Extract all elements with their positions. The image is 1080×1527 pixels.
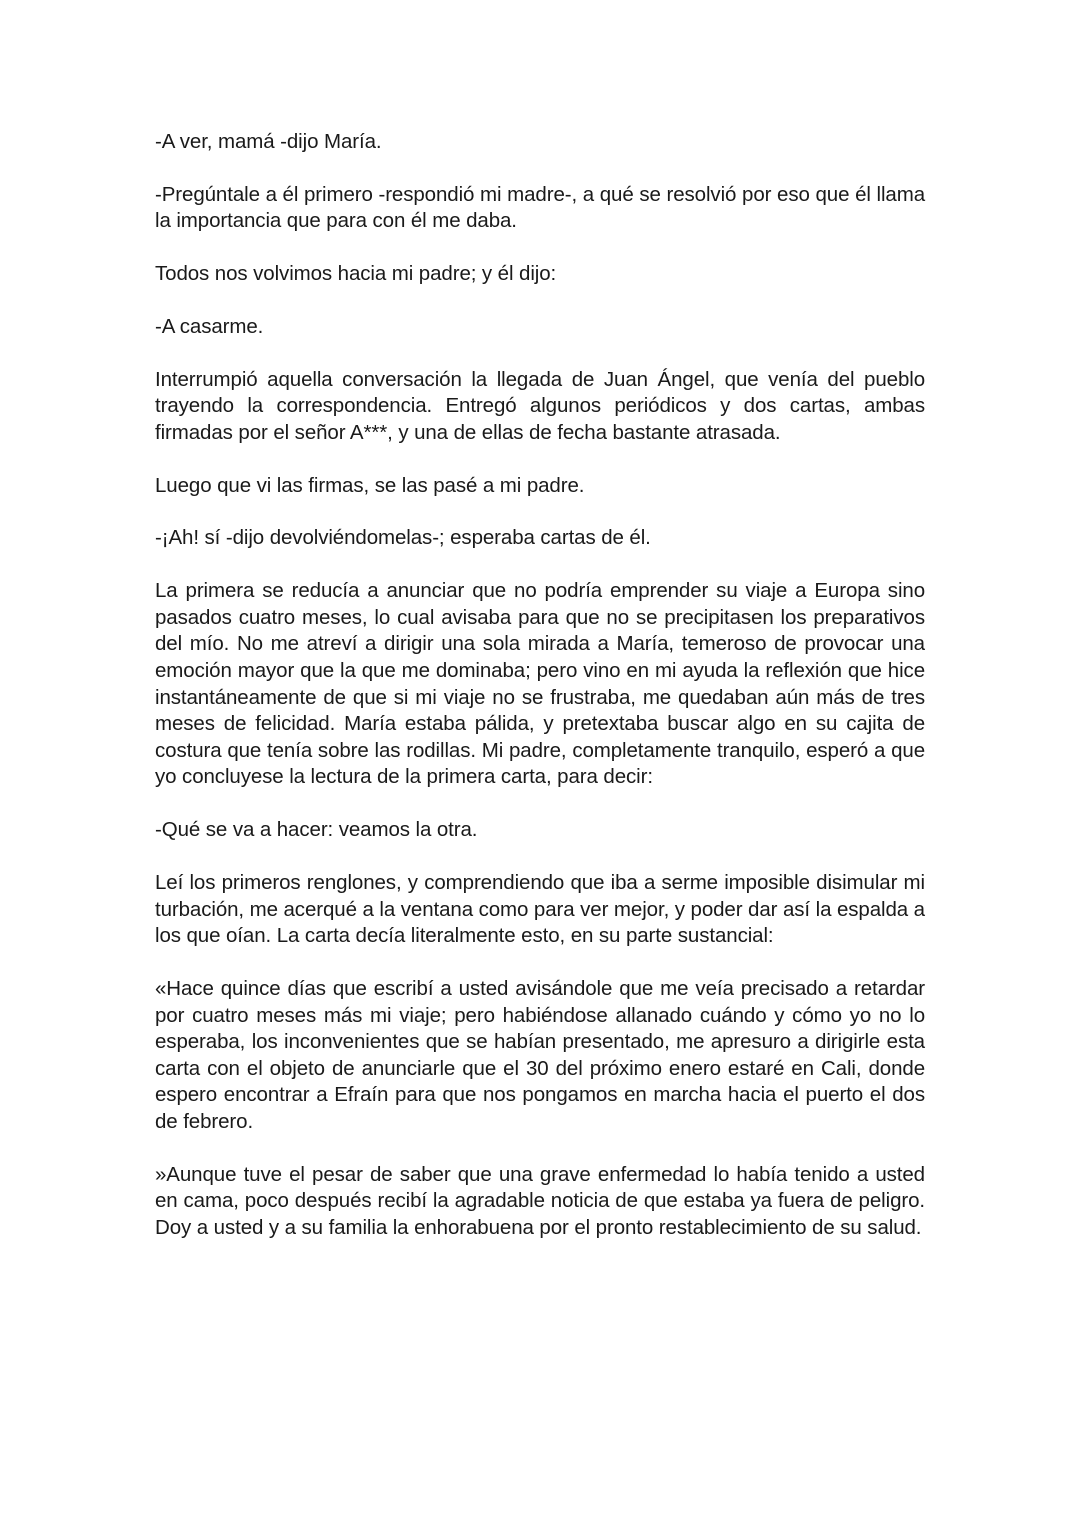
paragraph-dialogue-mother: -Pregúntale a él primero -respondió mi madre-, a qué se resolvió por eso que él llama la importancia que para con él me daba. <box>155 182 925 233</box>
paragraph-signatures: Luego que vi las firmas, se las pasé a mi padre. <box>155 473 585 497</box>
document-page <box>155 129 925 1268</box>
paragraph-reading-second-letter: Leí los primeros renglones, y comprendiendo que iba a serme imposible disimular mi turbación, me acerqué a la ventana como para ver mejor, y poder dar así la espalda a los que oían. La carta decía literalmente esto, en su parte sustancial: <box>155 870 925 948</box>
paragraph-juan-angel-arrival: Interrumpió aquella conversación la llegada de Juan Ángel, que venía del pueblo trayendo la correspondencia. Entregó algunos periódicos y dos cartas, ambas firmadas por el señor A***, y una de ellas de fecha bastante atrasada. <box>155 367 925 444</box>
paragraph-letter-quote-2: »Aunque tuve el pesar de saber que una grave enfermedad lo había tenido a usted en cama, poco después recibí la agradable noticia de que estaba ya fuera de peligro. Doy a usted y a su familia la enhorabuena por el pronto restablecimiento de su salud. <box>155 1162 925 1239</box>
paragraph-letter-quote-1: «Hace quince días que escribí a usted avisándole que me veía precisado a retardar por cuatro meses más mi viaje; pero habiéndose allanado cuándo y cómo yo no lo esperaba, los inconvenientes que se habían presentado, me apresuro a dirigirle esta carta con el objeto de anunciarle que el 30 del próximo enero estaré en Cali, donde espero encontrar a Efraín para que nos pongamos en marcha hacia el puerto el dos de febrero. <box>155 976 925 1133</box>
paragraph-narration-father: Todos nos volvimos hacia mi padre; y él dijo: <box>155 262 557 286</box>
paragraph-first-letter: La primera se reducía a anunciar que no podría emprender su viaje a Europa sino pasados cuatro meses, lo cual avisaba para que no se precipitasen los preparativos del mío. No me atreví a dirigir una sola mirada a María, temeroso de provocar una emoción mayor que la que me dominaba; pero vino en mi ayuda la reflexión que hice instantáneamente de que si mi viaje no se frustraba, me quedaban aún más de tres meses de felicidad. María estaba pálida, y pretextaba buscar algo en su cajita de costura que tenía sobre las rodillas. Mi padre, completamente tranquilo, esperó a que yo concluyese la lectura de la primera carta, para decir: <box>155 579 925 789</box>
paragraph-dialogue-other-letter: -Qué se va a hacer: veamos la otra. <box>155 818 478 842</box>
paragraph-dialogue-expected-letters: -¡Ah! sí -dijo devolviéndomelas-; esperaba cartas de él. <box>155 526 651 550</box>
paragraph-dialogue-maria: -A ver, mamá -dijo María. <box>155 130 382 153</box>
paragraph-dialogue-casarme: -A casarme. <box>155 314 264 338</box>
